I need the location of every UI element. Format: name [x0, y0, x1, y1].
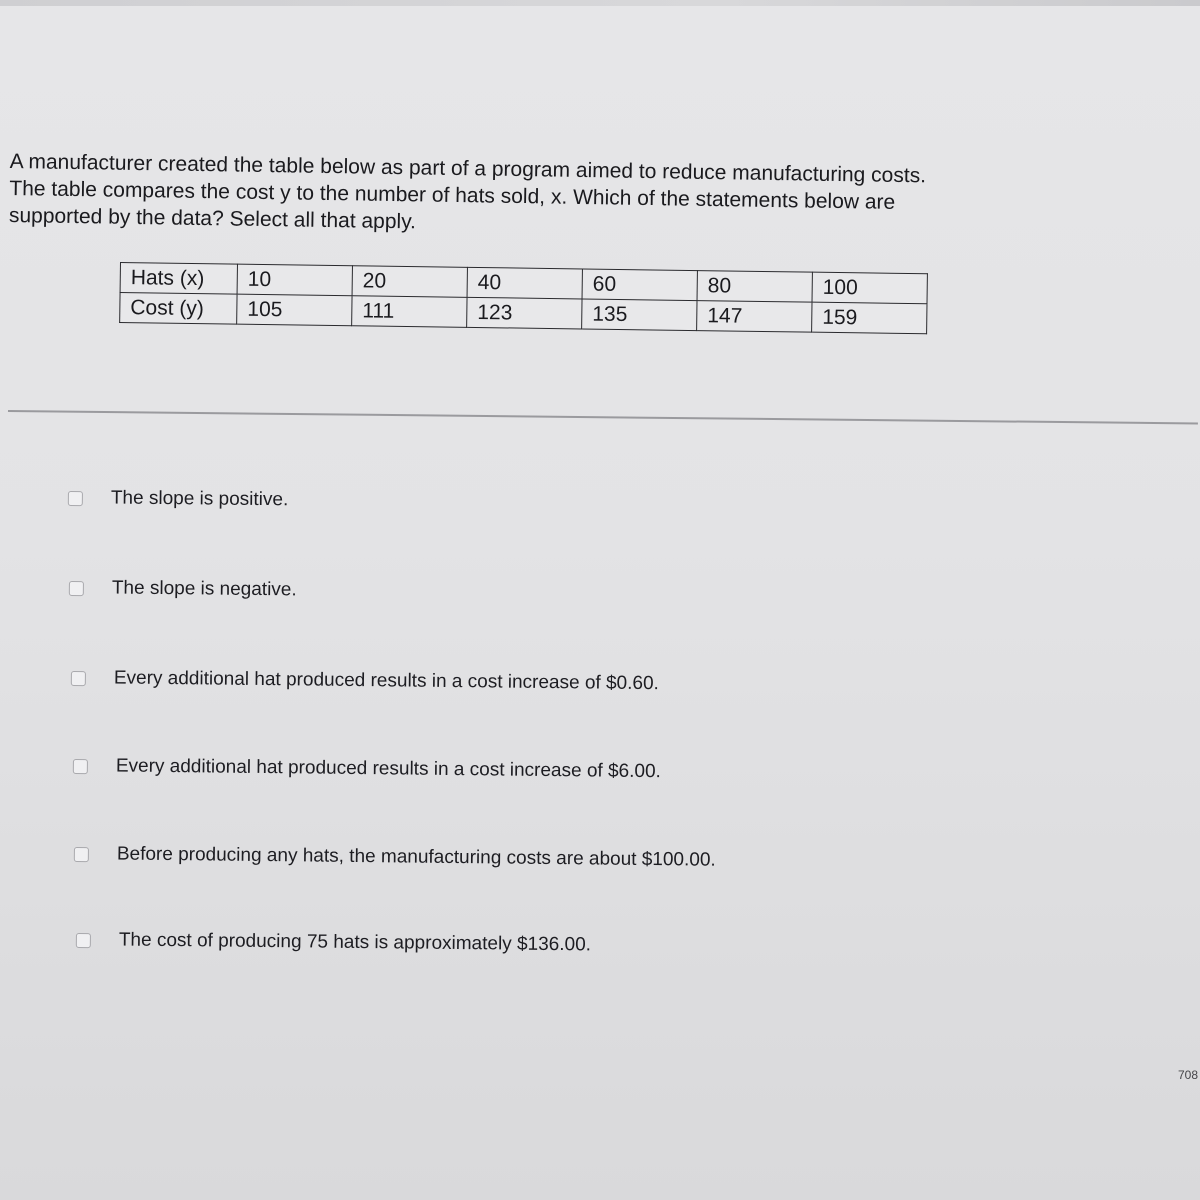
table-cell: 20 — [352, 266, 467, 298]
table-cell: 60 — [582, 269, 697, 301]
page-number: 708 — [1177, 1068, 1198, 1082]
table-cell: 105 — [237, 294, 352, 326]
row-header-hats: Hats (x) — [120, 263, 237, 295]
option-slope-negative[interactable] — [69, 577, 297, 601]
option-label: The slope is negative. — [111, 577, 297, 601]
checkbox[interactable] — [73, 758, 88, 773]
option-increase-060[interactable] — [71, 667, 659, 695]
option-label: The cost of producing 75 hats is approximately $136.00. — [118, 929, 592, 956]
table-cell: 100 — [812, 272, 927, 304]
table-cell: 159 — [812, 302, 927, 334]
option-label: The slope is positive. — [110, 487, 289, 511]
table-cell: 10 — [237, 264, 352, 296]
table-cell: 80 — [697, 271, 812, 303]
row-header-cost: Cost (y) — [120, 293, 237, 325]
checkbox[interactable] — [74, 846, 89, 861]
option-label: Every additional hat produced results in a cost increase of $0.60. — [113, 667, 659, 695]
option-label: Before producing any hats, the manufacturing costs are about $100.00. — [116, 843, 716, 871]
table-cell: 147 — [697, 301, 812, 333]
table-cell: 135 — [582, 299, 697, 331]
option-label: Every additional hat produced results in a cost increase of $6.00. — [115, 755, 661, 783]
checkbox[interactable] — [69, 580, 84, 595]
table-cell: 123 — [467, 297, 582, 329]
table-cell: 40 — [467, 267, 582, 299]
option-cost-75-hats[interactable] — [76, 929, 591, 956]
question-text: A manufacturer created the table below as part of a program aimed to reduce manufacturing costs. The table compares the cost y to the number of hats sold, x. Which of the statements below are supported by the data? Select all that apply. — [8, 149, 927, 234]
checkbox[interactable] — [76, 932, 91, 947]
table-cell: 111 — [352, 296, 467, 328]
option-initial-cost[interactable] — [74, 843, 716, 872]
option-slope-positive[interactable] — [68, 487, 289, 511]
checkbox[interactable] — [71, 670, 86, 685]
option-increase-600[interactable] — [73, 755, 661, 783]
checkbox[interactable] — [68, 490, 83, 505]
